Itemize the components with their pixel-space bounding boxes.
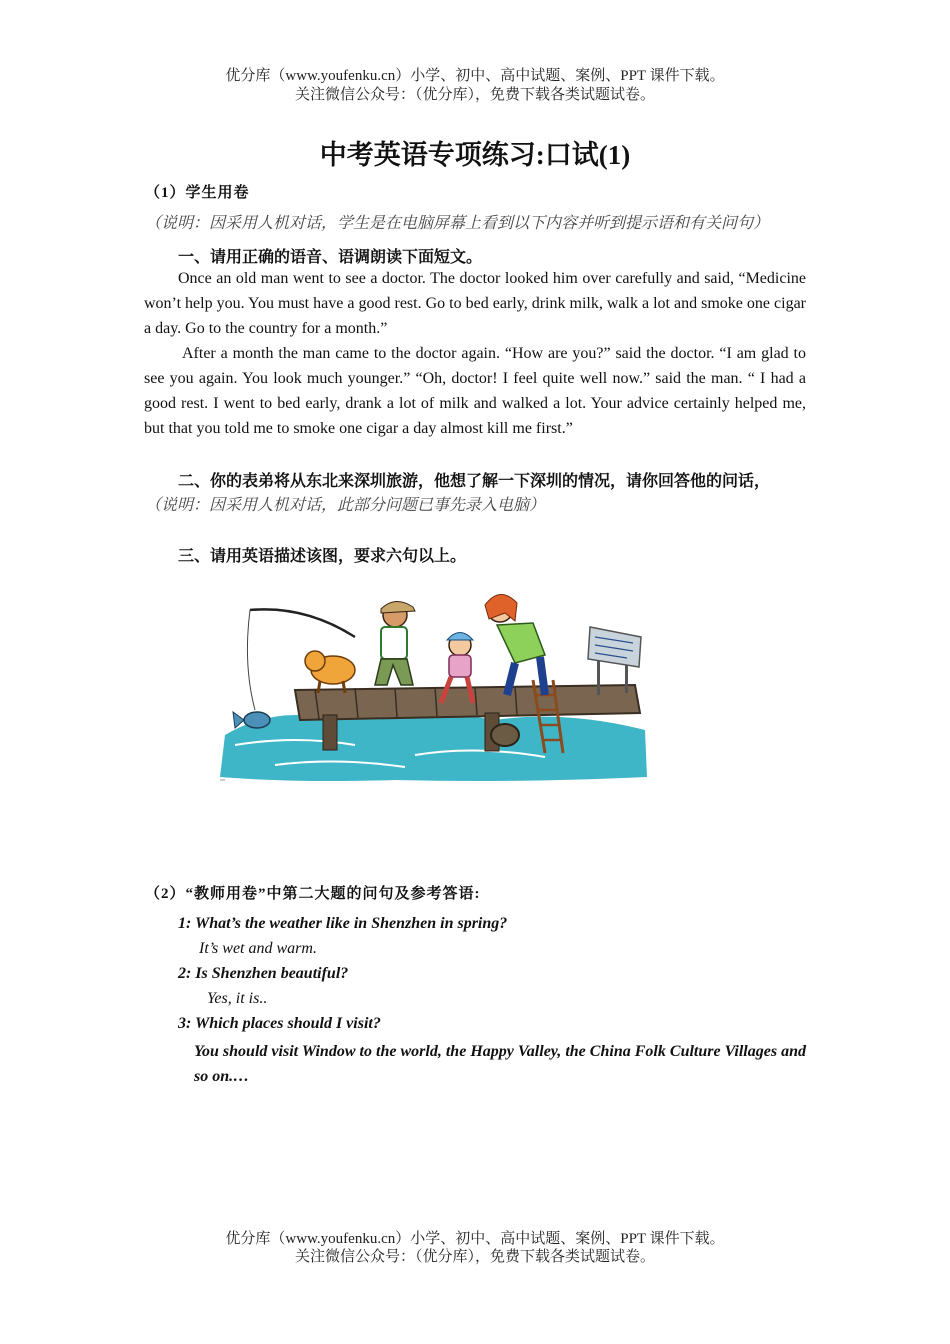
header-line-2: 关注微信公众号：（优分库），免费下载各类试题试卷。	[294, 87, 655, 103]
question-1-heading: 一、请用正确的语音、语调朗读下面短文。	[178, 249, 483, 266]
page-title: 中考英语专项练习:口试(1)	[319, 140, 631, 170]
teacher-answer-3: You should visit Window to the world, the Happy Valley, the China Folk Culture Villages and so on.…	[194, 1043, 806, 1085]
question-2-heading: 二、你的表弟将从东北来深圳旅游，他想了解一下深圳的情况，请你回答他的问话，	[178, 473, 771, 490]
question-2-note: （说明：因采用人机对话，此部分问题已事先录入电脑）	[145, 497, 546, 514]
question-3-heading: 三、请用英语描述该图，要求六句以上。	[178, 548, 467, 565]
footer-line-1: 优分库（www.youfenku.cn）小学、初中、高中试题、案例、PPT 课件下载。	[225, 1231, 725, 1247]
teacher-question-1: 1: What’s the weather like in Shenzhen in spring?	[178, 915, 508, 932]
teacher-answer-2: Yes, it is..	[207, 990, 268, 1007]
teacher-question-2: 2: Is Shenzhen beautiful?	[178, 965, 349, 982]
fishing-illustration	[215, 585, 650, 785]
reading-paragraph-2: After a month the man came to the doctor again. “How are you?” said the doctor. “I am glad to see you again. You look much younger.” “Oh, doctor! I feel quite well now.” said the man. “ I had a good rest. I went to bed early, drank a lot of milk and walked a lot. Your advice certainly helped me, but that you told me to smoke one cigar a day almost kill me first.”	[144, 345, 806, 437]
footer-line-2: 关注微信公众号：（优分库），免费下载各类试题试卷。	[294, 1249, 655, 1265]
header-line-1: 优分库（www.youfenku.cn）小学、初中、高中试题、案例、PPT 课件下载。	[225, 68, 725, 84]
part2-heading: （2）“教师用卷”中第二大题的问句及参考答语:	[145, 886, 481, 902]
teacher-answer-1: It’s wet and warm.	[199, 940, 317, 957]
reading-paragraph-1: Once an old man went to see a doctor. The doctor looked him over carefully and said, “Medicine won’t help you. You must have a good rest. Go to bed early, drink milk, walk a lot and smoke one cigar a day. Go to the country for a month.”	[144, 270, 806, 337]
part1-heading: （1）学生用卷	[145, 185, 250, 201]
part1-note: （说明：因采用人机对话，学生是在电脑屏幕上看到以下内容并听到提示语和有关问句）	[145, 215, 770, 232]
teacher-question-3: 3: Which places should I visit?	[178, 1015, 381, 1032]
